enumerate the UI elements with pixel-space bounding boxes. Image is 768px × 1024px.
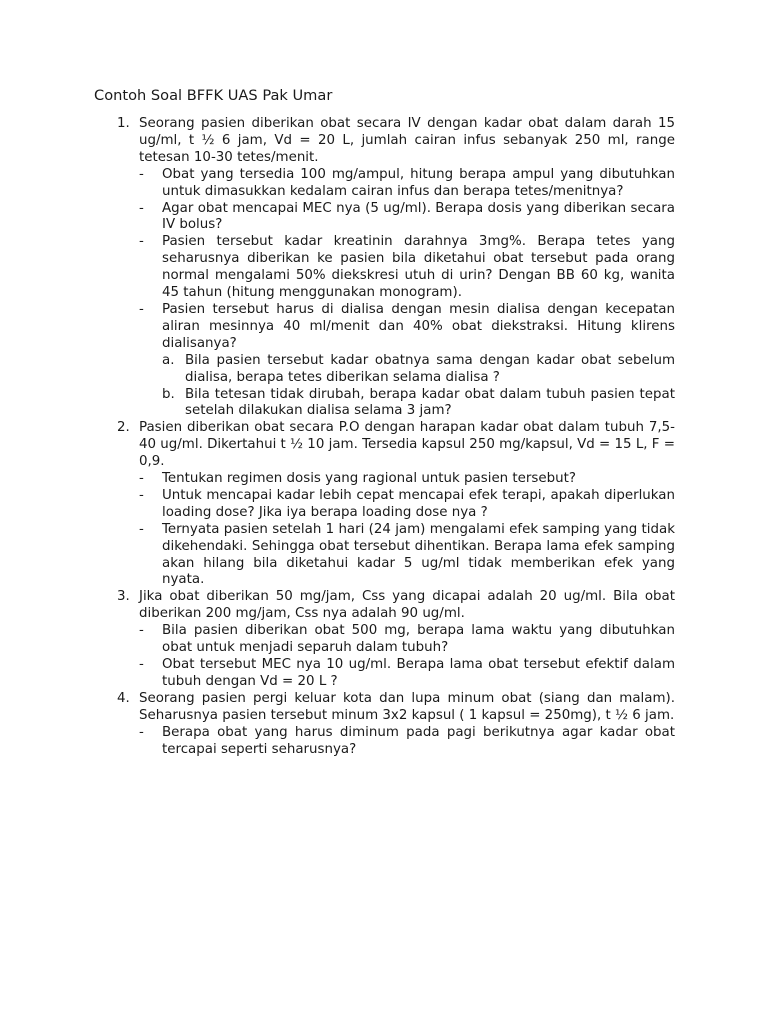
letter-label: b. — [162, 386, 175, 402]
sub-question — [139, 200, 675, 235]
dash-marker: - — [139, 471, 144, 487]
sub-question — [139, 657, 675, 691]
sub-question-text: Bila pasien diberikan obat 500 mg, berapa lama waktu yang dibutuhkan obat untuk menjadi separuh dalam tubuh? — [162, 623, 675, 656]
question-number: 4. — [117, 690, 130, 706]
lettered-item-text: Bila pasien tersebut kadar obatnya sama dengan kadar obat sebelum dialisa, berapa tetes diberikan selama dialisa ? — [185, 352, 675, 385]
lettered-item — [162, 352, 675, 387]
question-number: 3. — [117, 589, 130, 605]
sub-question-text: Obat yang tersedia 100 mg/ampul, hitung berapa ampul yang dibutuhkan untuk dimasukkan kedalam cairan infus dan berapa tetes/menitnya? — [162, 166, 675, 199]
dash-marker: - — [139, 200, 144, 216]
question-text: Seorang pasien diberikan obat secara IV dengan kadar obat dalam darah 15 ug/ml, t ½ 6 jam, Vd = 20 L, jumlah cairan infus sebanyak 250 ml, range tetesan 10-30 tetes/menit. — [139, 116, 675, 165]
sub-question — [139, 234, 675, 302]
sub-question-text: Berapa obat yang harus diminum pada pagi berikutnya agar kadar obat tercapai seperti seharusnya? — [162, 724, 675, 757]
question-1 — [117, 116, 675, 420]
document-title: Contoh Soal BFFK UAS Pak Umar — [94, 87, 333, 104]
letter-label: a. — [162, 352, 175, 368]
sub-question — [139, 166, 675, 201]
question-text: Jika obat diberikan 50 mg/jam, Css yang dicapai adalah 20 ug/ml. Bila obat diberikan 200 mg/jam, Css nya adalah 90 ug/ml. — [139, 589, 675, 622]
sub-question-text: Ternyata pasien setelah 1 hari (24 jam) mengalami efek samping yang tidak dikehendaki. Sehingga obat tersebut dihentikan. Berapa lama efek samping akan hilang bila diketahui kadar 5 ug/ml tidak memberikan efek yang nyata. — [162, 521, 675, 588]
sub-question-text: Obat tersebut MEC nya 10 ug/ml. Berapa lama obat tersebut efektif dalam tubuh dengan Vd = 20 L ? — [162, 657, 675, 689]
sub-question-text: Pasien tersebut kadar kreatinin darahnya 3mg%. Berapa tetes yang seharusnya diberikan ke pasien bila diketahui obat tersebut pada orang normal mengalami 50% diekskresi utuh di urin? Dengan BB 60 kg, wanita 45 tahun (hitung menggunakan monogram). — [162, 234, 675, 301]
sub-question — [139, 487, 675, 522]
question-4 — [117, 690, 675, 759]
sub-question-text: Agar obat mencapai MEC nya (5 ug/ml). Berapa dosis yang diberikan secara IV bolus? — [162, 200, 675, 233]
question-number: 2. — [117, 420, 130, 436]
dash-marker: - — [139, 623, 144, 639]
dash-marker: - — [139, 301, 144, 317]
lettered-item-text: Bila tetesan tidak dirubah, berapa kadar obat dalam tubuh pasien tepat setelah dilakukan dialisa selama 3 jam? — [185, 386, 675, 419]
dash-marker: - — [139, 487, 144, 503]
dash-marker: - — [139, 521, 144, 537]
sub-question — [139, 521, 675, 590]
sub-question — [139, 301, 675, 420]
question-text: Pasien diberikan obat secara P.O dengan harapan kadar obat dalam tubuh 7,5-40 ug/ml. Dikertahui t ½ 10 jam. Tersedia kapsul 250 mg/kapsul, Vd = 15 L, F = 0,9. — [139, 420, 675, 470]
question-number: 1. — [117, 116, 130, 131]
sub-question-text: Tentukan regimen dosis yang ragional untuk pasien tersebut? — [162, 471, 576, 487]
dash-marker: - — [139, 166, 144, 182]
question-3 — [117, 589, 675, 690]
sub-question — [139, 623, 675, 657]
lettered-item — [162, 386, 675, 421]
dash-marker: - — [139, 234, 144, 250]
dash-marker: - — [139, 724, 144, 740]
question-list — [117, 116, 675, 758]
sub-question — [139, 724, 675, 759]
sub-question — [139, 471, 675, 488]
question-text: Seorang pasien pergi keluar kota dan lupa minum obat (siang dan malam). Seharusnya pasien tersebut minum 3x2 kapsul ( 1 kapsul = 250mg), t ½ 6 jam. — [139, 690, 675, 723]
sub-question-text: Untuk mencapai kadar lebih cepat mencapai efek terapi, apakah diperlukan loading dose? Jika iya berapa loading dose nya ? — [162, 487, 675, 520]
sub-question-text: Pasien tersebut harus di dialisa dengan mesin dialisa dengan kecepatan aliran mesinnya 40 ml/menit dan 40% obat diekstraksi. Hitung klirens dialisanya? — [162, 301, 675, 351]
dash-marker: - — [139, 657, 144, 672]
question-2 — [117, 420, 675, 589]
